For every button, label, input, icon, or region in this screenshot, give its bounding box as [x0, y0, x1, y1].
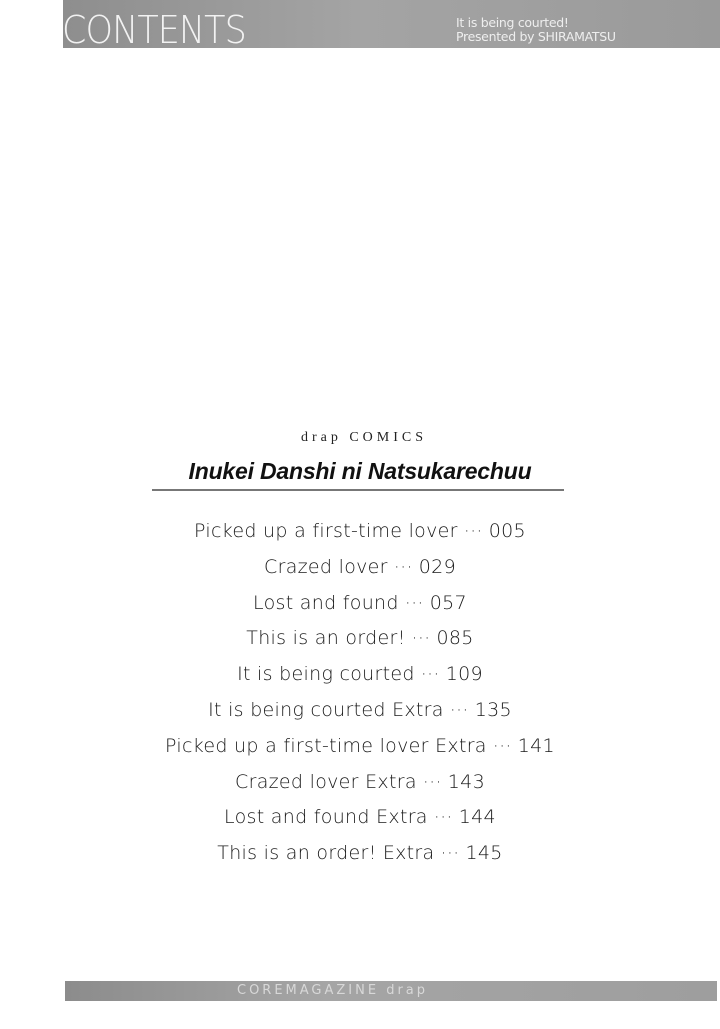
toc-entry-title: This is an order! [246, 627, 406, 650]
publisher-label: COREMAGAZINE drap [237, 983, 429, 998]
toc-entry-page: 135 [474, 698, 512, 721]
toc-entry [0, 838, 720, 874]
author-credit: Presented by SHIRAMATSU [456, 29, 616, 44]
toc-entry [0, 552, 720, 588]
toc-entry-page: 144 [458, 806, 496, 829]
toc-separator: ··· [463, 520, 483, 542]
series-subtitle: It is being courted! [456, 15, 569, 30]
toc-entry-title: It is being courted Extra [208, 698, 444, 721]
toc-entry-page: 109 [445, 663, 483, 686]
toc-separator: ··· [393, 555, 413, 578]
toc-entry-title: Crazed lover Extra [235, 770, 417, 793]
contents-heading: CONTENTS [62, 8, 246, 52]
toc-entry-page: 057 [429, 591, 467, 614]
toc-entry-title: It is being courted [237, 663, 415, 686]
toc-entry [0, 659, 720, 695]
table-of-contents [0, 516, 720, 874]
toc-entry-title: Picked up a first-time lover Extra [165, 734, 487, 757]
toc-separator: ··· [404, 591, 424, 614]
toc-separator: ··· [433, 806, 453, 829]
imprint-label: drap COMICS [300, 430, 428, 445]
header-subtitle [456, 16, 616, 44]
toc-entry-title: Crazed lover [264, 555, 388, 578]
toc-entry-page: 085 [436, 627, 474, 650]
toc-entry-title: This is an order! Extra [217, 842, 435, 865]
toc-separator: ··· [440, 842, 460, 865]
toc-entry-page: 143 [447, 770, 485, 793]
toc-separator: ··· [422, 770, 442, 793]
toc-entry [0, 623, 720, 659]
toc-entry [0, 516, 720, 552]
toc-entry-page: 005 [488, 520, 526, 542]
toc-separator: ··· [411, 627, 431, 650]
toc-entry-title: Lost and found Extra [224, 806, 428, 829]
toc-entry [0, 802, 720, 838]
toc-entry-page: 145 [465, 842, 503, 865]
title-divider [152, 489, 564, 491]
toc-entry [0, 588, 720, 624]
toc-entry-page: 141 [517, 734, 555, 757]
toc-entry [0, 767, 720, 803]
toc-entry [0, 695, 720, 731]
toc-entry-title: Picked up a first-time lover [194, 520, 458, 542]
toc-separator: ··· [492, 734, 512, 757]
toc-entry-page: 029 [418, 555, 456, 578]
toc-separator: ··· [420, 663, 440, 686]
book-title: Inukei Danshi ni Natsukarechuu [188, 458, 532, 484]
toc-entry [0, 731, 720, 767]
toc-separator: ··· [449, 698, 469, 721]
toc-entry-title: Lost and found [253, 591, 399, 614]
